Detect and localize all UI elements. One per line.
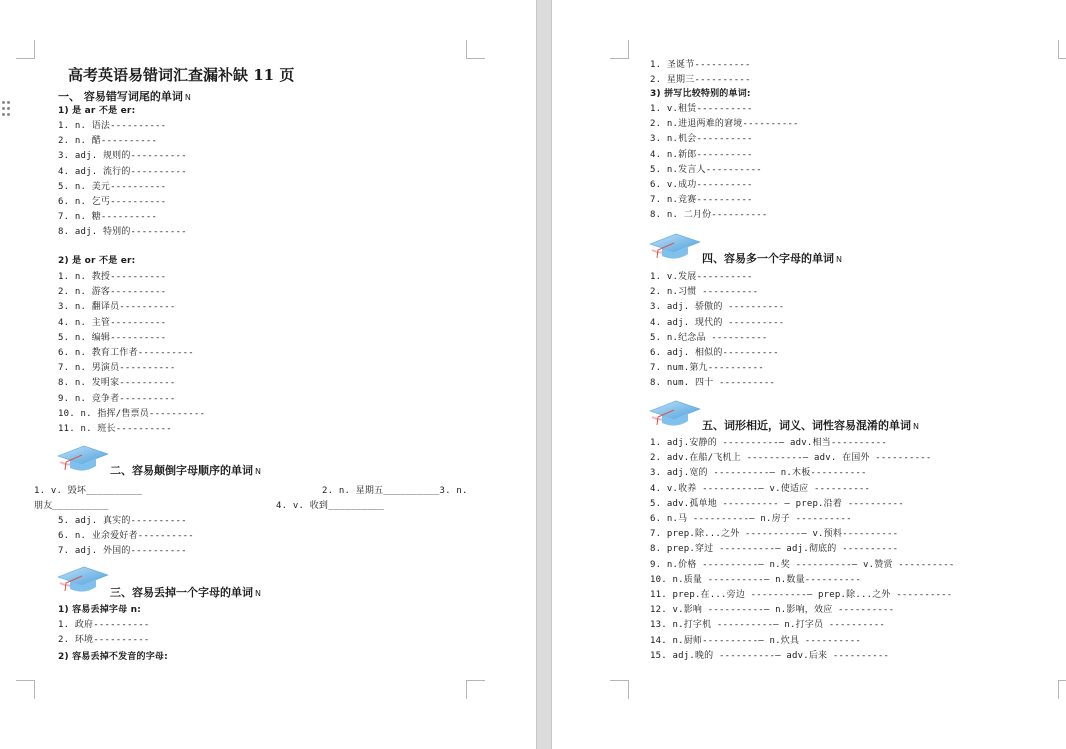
list-item: 7. n.竞赛----------: [650, 195, 753, 206]
list-item: 5. n.纪念品 ----------: [650, 332, 768, 343]
list-item: 1. v.租赁----------: [650, 104, 753, 114]
drag-handle-icon[interactable]: [2, 101, 12, 119]
list-item: 10. n.质量 ----------— n.数量----------: [650, 574, 861, 585]
list-item: 5. adj. 真实的----------: [58, 516, 187, 526]
list-item: 7. adj. 外国的----------: [58, 546, 187, 557]
list-item: 11. prep.在...旁边 ----------— prep.除...之外 ----------: [650, 590, 953, 600]
list-item: 2. n. 醋----------: [58, 136, 158, 147]
list-item: 1. v.发展----------: [650, 272, 753, 282]
list-item: 8. num. 四十 ----------: [650, 378, 776, 389]
list-item: 3. adj. 骄傲的 ----------: [650, 302, 785, 313]
list-item: 6. n.马 ----------— n.房子 ----------: [650, 514, 852, 524]
list-item: 3. n.机会----------: [650, 134, 753, 145]
list-item: 5. n.发言人----------: [650, 164, 762, 175]
list-item: 2. n.习惯 ----------: [650, 287, 759, 298]
list-item: 6. n. 教育工作者----------: [58, 348, 194, 358]
list-item: 7. num.第九----------: [650, 363, 764, 374]
crop-mark: [610, 680, 629, 699]
list-item: 5. n. 美元----------: [58, 181, 167, 192]
crop-mark: [16, 40, 35, 59]
crop-mark: [16, 680, 35, 699]
list-item: 1. 政府----------: [58, 620, 150, 630]
list-item: 4. n. 主管----------: [58, 317, 167, 328]
list-item: 8. adj. 特别的----------: [58, 227, 187, 238]
graduation-cap-icon: [648, 395, 702, 429]
list-item: 2. n. 星期五__________3. n.: [322, 486, 468, 496]
list-item: 15. adj.晚的 ----------— adv.后来 ----------: [650, 650, 890, 661]
list-item: 5. adv.孤单地 ---------- — prep.沿着 ----------: [650, 498, 904, 509]
list-item: 8. n. 二月份----------: [650, 210, 768, 221]
graduation-cap-icon: [56, 561, 110, 595]
list-item: 1. n. 教授----------: [58, 272, 167, 282]
list-item: 3. adj. 规则的----------: [58, 151, 187, 162]
list-item: 7. prep.除...之外 ----------— v.预料----------: [650, 529, 899, 540]
list-item: 1. v. 毁坏__________: [34, 486, 143, 496]
crop-mark: [1058, 680, 1066, 699]
list-item: 2. adv.在船/飞机上 ----------— adv. 在国外 ----------: [650, 453, 932, 464]
crop-mark: [1058, 40, 1066, 59]
list-item: 1. adj.安静的 ----------— adv.相当----------: [650, 438, 888, 448]
list-item: 7. n. 糖----------: [58, 212, 158, 223]
subsection-heading: 2) 是 or 不是 er:: [58, 256, 136, 266]
list-item: 8. n. 发明家----------: [58, 378, 176, 389]
list-item: 8. prep.穿过 ----------— adj.彻底的 ----------: [650, 544, 899, 555]
list-item: 2. n.进退两难的窘境----------: [650, 119, 799, 130]
list-item: 朋友__________: [34, 501, 109, 511]
list-item: 11. n. 班长----------: [58, 424, 172, 434]
list-item: 9. n. 竞争者----------: [58, 393, 176, 404]
list-item: 12. v.影响 ----------— n.影响，效应 ----------: [650, 605, 895, 616]
list-item: 4. v. 收到__________: [276, 501, 385, 511]
list-item: 3. adj.宽的 ----------— n.木板----------: [650, 468, 867, 479]
list-item: 6. v.成功----------: [650, 180, 753, 190]
list-item: 6. adj. 相似的----------: [650, 348, 779, 358]
section-heading: 二、容易颠倒字母顺序的单词 N: [110, 464, 261, 477]
list-item: 3. n. 翻译员----------: [58, 302, 176, 313]
section-heading: 三、容易丢掉一个字母的单词 N: [110, 586, 261, 599]
list-item: 9. n.价格 ----------— n.奖 ----------— v.赞赏 ----------: [650, 559, 955, 570]
list-item: 1. n. 语法----------: [58, 121, 167, 131]
list-item: 2. 星期三----------: [650, 75, 751, 86]
section-heading: 五、词形相近，词义、词性容易混淆的单词 N: [702, 419, 919, 432]
list-item: 4. adj. 现代的 ----------: [650, 317, 785, 328]
list-item: 1. 圣诞节----------: [650, 60, 751, 70]
document-title: 高考英语易错词汇查漏补缺 11 页: [68, 66, 295, 84]
subsection-heading: 1) 容易丢掉字母 n:: [58, 605, 142, 615]
list-item: 4. n.新郎----------: [650, 149, 753, 160]
crop-mark: [610, 40, 629, 59]
section-heading: 四、容易多一个字母的单词 N: [702, 252, 842, 265]
graduation-cap-icon: [56, 440, 110, 474]
list-item: 2. n. 游客----------: [58, 287, 167, 298]
list-item: 7. n. 男演员----------: [58, 363, 176, 374]
list-item: 10. n. 指挥/售票员----------: [58, 408, 206, 419]
list-item: 4. v.收养 ----------— v.使适应 ----------: [650, 483, 871, 494]
list-item: 2. 环境----------: [58, 635, 150, 646]
list-item: 4. adj. 流行的----------: [58, 166, 187, 177]
list-item: 6. n. 乞丐----------: [58, 197, 167, 207]
subsection-heading: 1) 是 ar 不是 er:: [58, 106, 136, 116]
subsection-heading: 2) 容易丢掉不发音的字母:: [58, 652, 168, 662]
crop-mark: [466, 680, 485, 699]
section-heading: 一、 容易错写词尾的单词 N: [58, 90, 191, 103]
list-item: 14. n.厨师----------— n.炊具 ----------: [650, 635, 861, 646]
document-page-right: [552, 0, 1066, 749]
crop-mark: [466, 40, 485, 59]
list-item: 13. n.打字机 ----------— n.打字员 ----------: [650, 620, 885, 631]
graduation-cap-icon: [648, 228, 702, 262]
page-gutter: [536, 0, 552, 749]
subsection-heading: 3) 拼写比较特别的单词:: [650, 89, 751, 99]
list-item: 5. n. 编辑----------: [58, 332, 167, 343]
list-item: 6. n. 业余爱好者----------: [58, 531, 194, 542]
